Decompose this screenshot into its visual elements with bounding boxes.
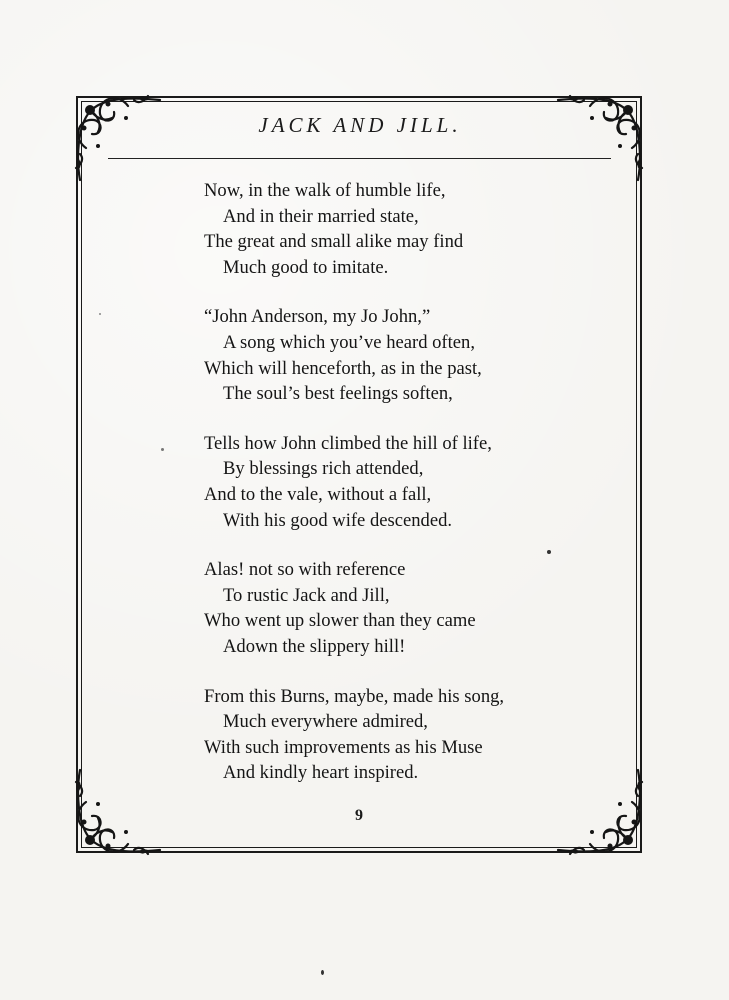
stanza-3 — [204, 431, 584, 533]
poem-line: Now, in the walk of humble life, — [204, 180, 446, 201]
paper-speck — [321, 970, 324, 975]
poem-line: Who went up slower than they came — [204, 610, 476, 632]
page-number: 9 — [355, 807, 363, 824]
poem-line: “John Anderson, my Jo John,” — [204, 306, 431, 328]
stanza-4 — [204, 557, 584, 659]
poem-line: Adown the slippery hill! — [223, 635, 406, 657]
stanza-1 — [204, 178, 584, 280]
scroll-corner-icon — [68, 88, 164, 184]
poem-line: And kindly heart inspired. — [223, 762, 419, 784]
poem-line: By blessings rich attended, — [223, 458, 424, 480]
poem-line: The great and small alike may find — [204, 231, 464, 253]
poem-line: Alas! not so with reference — [204, 559, 406, 581]
scroll-corner-icon — [68, 766, 164, 862]
poem-line: A song which you’ve heard often, — [223, 331, 475, 353]
poem-line: From this Burns, maybe, made his song, — [204, 685, 505, 707]
running-head: JACK AND JILL. — [258, 113, 462, 137]
paper-speck — [161, 448, 164, 451]
corner-ornament-bottom-left — [68, 766, 164, 862]
paper-speck — [99, 313, 101, 315]
scroll-corner-icon — [554, 88, 650, 184]
poem-line: The soul’s best feelings soften, — [223, 383, 453, 405]
corner-ornament-top-right — [554, 88, 650, 184]
poem-line: Much good to imitate. — [223, 256, 389, 278]
corner-ornament-top-left — [68, 88, 164, 184]
poem-line: And to the vale, without a fall, — [204, 483, 432, 505]
poem-line: With such improvements as his Muse — [204, 736, 483, 758]
poem-line: Tells how John climbed the hill of life, — [204, 432, 492, 454]
poem-body — [204, 178, 584, 786]
header-rule — [108, 158, 611, 159]
stanza-2 — [204, 304, 584, 406]
paper-speck — [547, 550, 551, 554]
stanza-5 — [204, 684, 584, 786]
poem-line: And in their married state, — [223, 205, 419, 227]
poem-line: To rustic Jack and Jill, — [223, 584, 390, 606]
poem-line: Much everywhere admired, — [223, 711, 428, 733]
poem-line: With his good wife descended. — [223, 509, 453, 531]
poem-line: Which will henceforth, as in the past, — [204, 357, 482, 379]
